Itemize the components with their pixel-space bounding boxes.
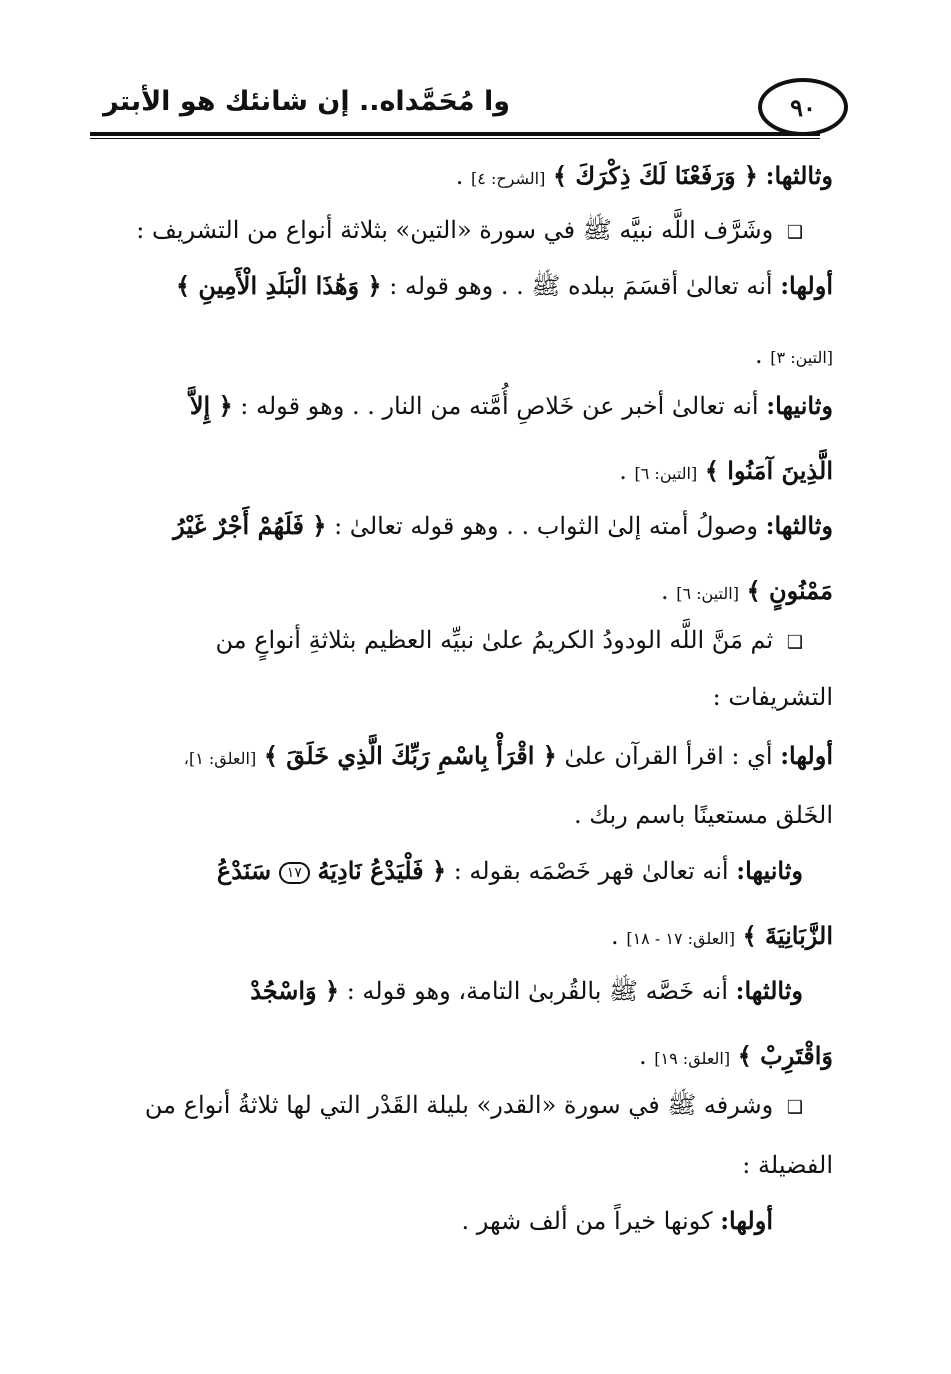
text-line <box>619 455 833 489</box>
text-line <box>176 270 833 302</box>
paragraph-marker-icon: ❑ <box>786 632 803 653</box>
quran-verse: وَاقْتَرِبْ ﴾ <box>737 1041 833 1070</box>
text-run: أي : اقرأ القرآن علىٰ <box>564 742 773 770</box>
page-number-badge <box>758 78 848 136</box>
quran-verse: ﴿ فَلَهُمْ أَجْرٌ غَيْرُ <box>173 511 327 540</box>
quran-reference: [التين: ٣] <box>770 348 833 367</box>
text-run: وصولُ أمته إلىٰ الثواب . . وهو قوله تعالىٰ : <box>334 512 758 540</box>
quran-verse: ﴿ وَرَفَعْنَا لَكَ ذِكْرَكَ ﴾ <box>552 161 758 190</box>
text-line <box>136 215 803 248</box>
text-line <box>173 510 833 542</box>
text-line <box>145 1090 803 1123</box>
text-run: أنه خَصَّه ﷺ بالقُربىٰ التامة، وهو قوله : <box>346 977 728 1005</box>
paragraph-marker-icon: ❑ <box>786 222 803 243</box>
text-line <box>456 160 833 194</box>
text-run: كونها خيراً من ألف شهر . <box>461 1207 713 1235</box>
quran-verse: ﴿ وَاسْجُدْ <box>250 976 340 1005</box>
text-line <box>661 575 833 609</box>
text-run: الخَلق مستعينًا باسم ربك . <box>573 801 833 829</box>
text-line <box>190 390 833 422</box>
quran-verse: ﴿ اقْرَأْ بِاسْمِ رَبِّكَ الَّذِي خَلَقَ ﴾ <box>263 741 557 770</box>
text-run: وشرفه ﷺ في سورة «القدر» بليلة القَدْر التي لها ثلاثةُ أنواع من <box>144 1091 774 1119</box>
header-rule <box>90 132 820 136</box>
text-line <box>215 625 803 658</box>
text-line <box>250 975 803 1007</box>
quran-reference: [العلق: ١٧ - ١٨] <box>626 929 735 948</box>
quran-verse: ﴿ فَلْيَدْعُ نَادِيَهُ <box>317 856 447 885</box>
quran-verse: مَمْنُونٍ ﴾ <box>746 576 833 605</box>
text-line <box>755 340 833 373</box>
item-label: أولها: <box>780 271 833 300</box>
text-run: الفضيلة : <box>742 1151 833 1179</box>
text-line <box>742 1150 833 1181</box>
text-line <box>184 740 833 774</box>
quran-verse: الزَّبَانِيَةَ ﴾ <box>742 921 833 950</box>
quran-verse: ﴿ إِلاَّ <box>189 391 233 420</box>
text-run: . <box>755 341 763 369</box>
quran-reference: [التين: ٦] <box>634 464 698 483</box>
quran-reference: [التين: ٦] <box>676 584 739 603</box>
text-run: أنه تعالىٰ قهر خَصْمَه بقوله : <box>453 857 729 885</box>
text-run: التشريفات : <box>712 683 833 711</box>
item-label: وثالثها: <box>735 976 803 1005</box>
text-run: . <box>455 162 464 190</box>
quran-verse: ﴿ وَهَٰذَا الْبَلَدِ الْأَمِينِ ﴾ <box>176 271 382 300</box>
item-label: وثانيها: <box>766 391 833 420</box>
paragraph-marker-icon: ❑ <box>786 1097 803 1118</box>
item-label: وثالثها: <box>765 161 833 190</box>
quran-verse: سَنَدْعُ <box>216 856 272 885</box>
text-run: . <box>619 457 627 485</box>
text-line <box>574 800 833 831</box>
header-rule-thin <box>90 138 820 139</box>
quran-reference: [العلق: ١]، <box>183 749 257 768</box>
item-label: أولها: <box>780 741 833 770</box>
text-run: أنه تعالىٰ أخبر عن خَلاصِ أُمَّته من النار . . وهو قوله : <box>240 392 759 420</box>
text-run: ثم مَنَّ اللَّه الودودُ الكريمُ علىٰ نبيِّه العظيم بثلاثةِ أنواعٍ من <box>215 626 774 654</box>
item-label: وثالثها: <box>765 511 833 540</box>
ayah-number-marker: ١٧ <box>279 862 310 884</box>
quran-reference: [العلق: ١٩] <box>654 1049 731 1068</box>
quran-verse: الَّذِينَ آمَنُوا ﴾ <box>704 456 833 485</box>
item-label: أولها: <box>720 1206 773 1235</box>
text-run: . <box>660 577 669 605</box>
text-run: . <box>611 922 619 950</box>
text-line <box>713 682 833 713</box>
quran-reference: [الشرح: ٤] <box>471 169 546 188</box>
text-run: . <box>639 1042 647 1070</box>
text-line <box>639 1040 833 1074</box>
text-run: أنه تعالىٰ أقسَمَ ببلده ﷺ . . وهو قوله : <box>389 272 773 300</box>
text-line <box>462 1205 773 1237</box>
page-number: ٩٠ <box>790 92 816 122</box>
text-line <box>217 855 803 887</box>
running-title: وا مُحَمَّداه.. إن شانئك هو الأبتر <box>103 86 510 117</box>
item-label: وثانيها: <box>736 856 803 885</box>
text-run: وشَرَّف اللَّه نبيَّه ﷺ في سورة «التين» بثلاثة أنواع من التشريف : <box>136 216 774 244</box>
text-line <box>611 920 833 954</box>
page-header <box>90 78 850 140</box>
